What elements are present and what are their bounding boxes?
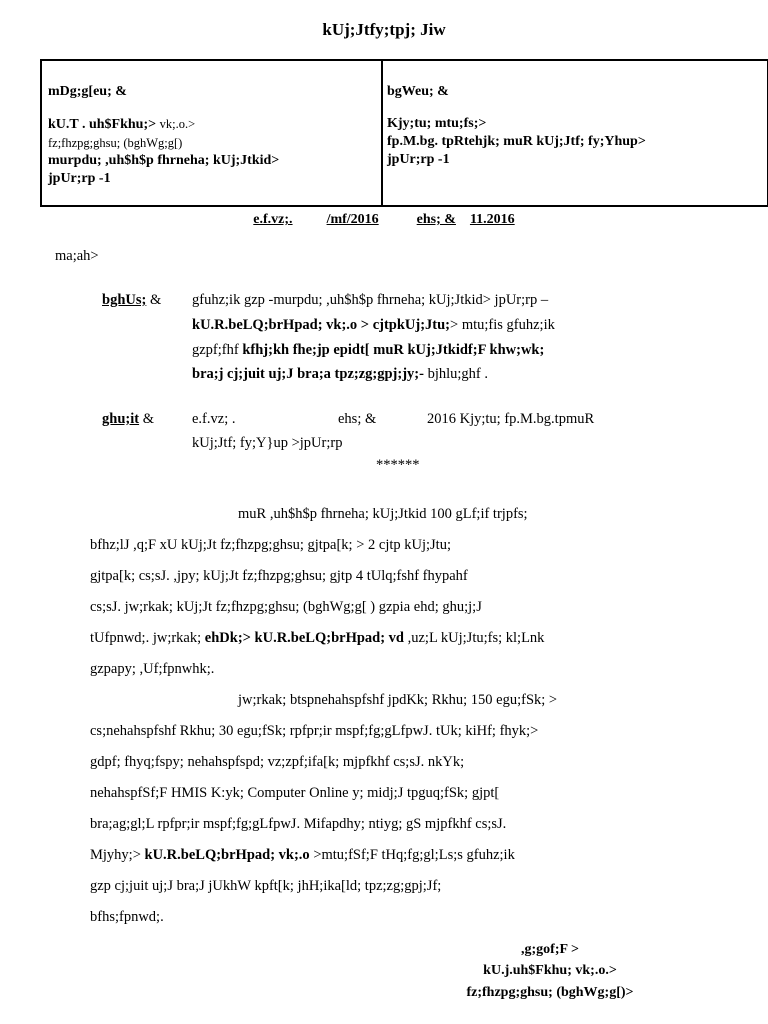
sender-name-line: kU.T . uh$Fkhu;> vk;.o.>: [48, 117, 196, 132]
reference-label-row: ghu;it &: [102, 411, 154, 427]
para2-line-5: bra;ag;gl;L rpfpr;ir mspf;fg;gLfpwJ. Mifapdhy; ntiyg; gS mjpfkhf cs;sJ.: [90, 816, 507, 832]
reference-part-b: ehs; &: [338, 411, 377, 427]
para2-line-6: Mjyhy;> kU.R.beLQ;brHpad; vk;.o >mtu;fSf;F tHq;fg;gl;Ls;s gfuhz;ik: [90, 847, 515, 863]
para1-line-2: bfhz;lJ ,q;F xU kUj;Jt fz;fhzpg;ghsu; gjtpa[k; > 2 cjtp kUj;Jtu;: [90, 537, 451, 553]
reference-line-2: kUj;Jtf; fy;Y}up >jpUr;rp: [192, 435, 343, 451]
subject-label-row: bghUs; &: [102, 292, 162, 308]
recipient-college: fp.M.bg. tpRtehjk; muR kUj;Jtf; fy;Yhup>: [387, 134, 646, 149]
para1-line-4: cs;sJ. jw;rkak; kUj;Jt fz;fhzpg;ghsu; (bghWg;g[ ) gzpia ehd; ghu;j;J: [90, 599, 482, 615]
salutation: ma;ah>: [55, 248, 99, 264]
para2-line-3: gdpf; fhyq;fspy; nehahspfspd; vz;zpf;ifa[k; mjpfkhf cs;sJ. nkYk;: [90, 754, 465, 770]
para2-line-1: jw;rkak; btspnehahspfshf jpdKk; Rkhu; 150 egu;fSk; >: [238, 692, 558, 708]
para1-line-6: gzpapy; ,Uf;fpnwhk;.: [90, 661, 215, 677]
signature-line-3: fz;fhzpg;ghsu; (bghWg;g[)>: [466, 985, 634, 1000]
para2-line-8: bfhs;fpnwd;.: [90, 909, 164, 925]
signature-line-1: ,g;gof;F >: [521, 942, 579, 957]
sender-designation: fz;fhzpg;ghsu; (bghWg;g[): [48, 136, 183, 150]
subject-line-2: kU.R.beLQ;brHpad; vk;.o > cjtpkUj;Jtu;> mtu;fis gfuhz;ik: [192, 317, 555, 333]
reference-part-a: e.f.vz; .: [192, 411, 236, 427]
signature-line-2: kU.j.uh$Fkhu; vk;.o.>: [483, 963, 617, 978]
document-title: kUj;Jtfy;tpj; Jiw: [322, 20, 446, 39]
subject-line-4: bra;j cj;juit uj;J bra;a tpz;zg;gpj;jy;- bjhlu;ghf .: [192, 366, 488, 382]
para2-line-4: nehahspfSf;F HMIS K:yk; Computer Online y; midj;J tpguq;fSk; gjpt[: [90, 785, 500, 801]
recipient-title: Kjy;tu; mtu;fs;>: [387, 116, 487, 131]
para1-line-1: muR ,uh$h$p fhrneha; kUj;Jtkid 100 gLf;if trjpfs;: [238, 506, 528, 522]
address-box: [40, 59, 768, 207]
subject-line-3: gzpf;fhf kfhj;kh fhe;jp epidt[ muR kUj;Jtkidf;F khw;wk;: [192, 342, 545, 358]
recipient-heading: bgWeu; &: [387, 84, 449, 99]
para2-line-7: gzp cj;juit uj;J bra;J jUkhW kpft[k; jhH;ika[ld; tpz;zg;gpj;Jf;: [90, 878, 442, 894]
recipient-city: jpUr;rp -1: [387, 152, 450, 167]
para2-line-2: cs;nehahspfshf Rkhu; 30 egu;fSk; rpfpr;ir mspf;fg;gLfpwJ. tUk; kiHf; fhyk;>: [90, 723, 539, 739]
sender-hospital: murpdu; ,uh$h$p fhrneha; kUj;Jtkid>: [48, 153, 280, 168]
para1-line-5: tUfpnwd;. jw;rkak; ehDk;> kU.R.beLQ;brHpad; vd ,uz;L kUj;Jtu;fs; kl;Lnk: [90, 630, 545, 646]
sender-city: jpUr;rp -1: [48, 171, 111, 186]
subject-line-1: gfuhz;ik gzp -murpdu; ,uh$h$p fhrneha; kUj;Jtkid> jpUr;rp –: [192, 292, 549, 308]
sender-cell: [48, 83, 373, 188]
para1-line-3: gjtpa[k; cs;sJ. ,jpy; kUj;Jt fz;fhzpg;ghsu; gjtp 4 tUlq;fshf fhypahf: [90, 568, 468, 584]
reference-number-line: e.f.vz;. /mf/2016 ehs; & 11.2016: [253, 212, 515, 227]
separator-stars: ******: [376, 457, 420, 473]
box-divider: [381, 61, 383, 205]
reference-part-c: 2016 Kjy;tu; fp.M.bg.tpmuR: [427, 411, 595, 427]
recipient-cell: [387, 83, 757, 169]
sender-heading: mDg;g[eu; &: [48, 84, 127, 99]
